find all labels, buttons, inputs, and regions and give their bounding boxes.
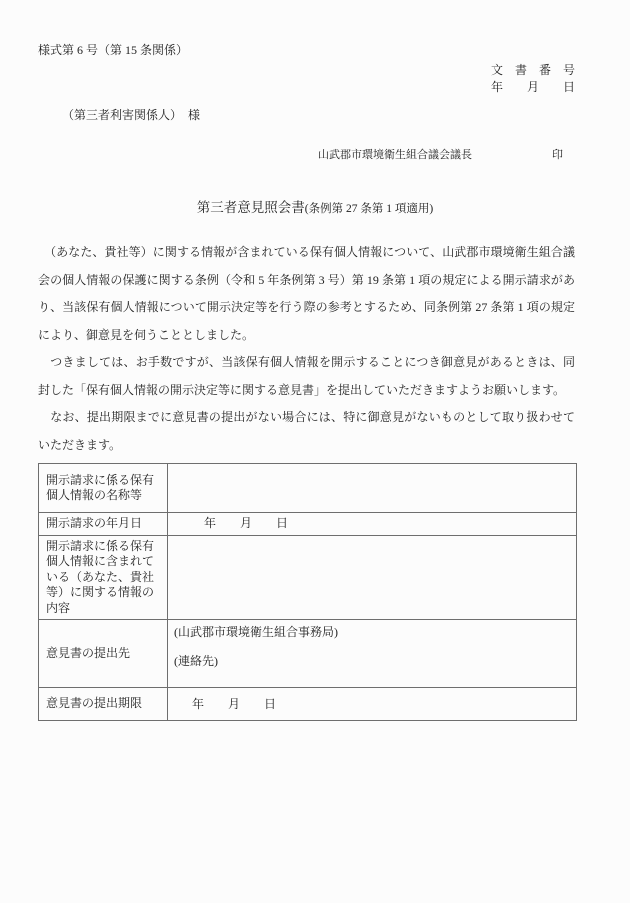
submission-address-office: (山武郡市環境衛生組合事務局): [174, 625, 338, 639]
table-row-submission-deadline: [39, 688, 577, 721]
value-info-content: [168, 535, 577, 620]
label-personal-info-name: 開示請求に係る保有個人情報の名称等: [39, 464, 168, 513]
paragraph-1: （あなた、貴社等）に関する情報が含まれている保有個人情報について、山武郡市環境衛生組合議会の個人情報の保護に関する条例（令和 5 年条例第 3 号）第 19 条第 1 項の規定による開示請求があり、当該保有個人情報について開示決定等を行う際の参考とするため、同条例第 27 条第 1 項の規定により、御意見を伺うこととしました。: [38, 245, 575, 342]
paragraph-2: つきましては、お手数ですが、当該保有個人情報を開示することにつき御意見があるときは、同封した「保有個人情報の開示決定等に関する意見書」を提出していただきますようお願いします。: [38, 355, 575, 397]
value-personal-info-name: [168, 464, 577, 513]
doc-number-block: [491, 62, 575, 95]
value-submission-deadline: 年 月 日: [168, 688, 577, 721]
table-row-request-date: [39, 513, 577, 536]
body-text: [38, 239, 575, 459]
paragraph-3: なお、提出期限までに意見書の提出がない場合には、特に御意見がないものとして取り扱わせていただきます。: [38, 410, 575, 452]
document-title: [0, 199, 630, 218]
document-title-sub: (条例第 27 条第 1 項適用): [304, 203, 434, 215]
value-submission-address: [168, 620, 577, 688]
form-number: 様式第 6 号（第 15 条関係）: [38, 43, 189, 57]
seal-mark: 印: [552, 149, 563, 161]
doc-number-line: 文 書 番 号: [490, 63, 575, 77]
table-row-submission-address: [39, 620, 577, 688]
label-submission-address: 意見書の提出先: [39, 620, 168, 688]
value-request-date: 年 月 日: [168, 513, 577, 536]
recipient-line: （第三者利害関係人） 様: [62, 108, 201, 122]
form-table: [38, 463, 577, 721]
label-request-date: 開示請求の年月日: [39, 513, 168, 536]
document-title-main: 第三者意見照会書: [196, 200, 305, 215]
sender-name: 山武郡市環境衛生組合議会議長: [318, 149, 472, 161]
label-submission-deadline: 意見書の提出期限: [39, 688, 168, 721]
label-info-content: 開示請求に係る保有個人情報に含まれている（あなた、貴社等）に関する情報の内容: [39, 535, 168, 620]
submission-address-contact: (連絡先): [174, 654, 218, 668]
sender-line: [318, 148, 563, 162]
table-row-personal-info-name: [39, 464, 577, 513]
doc-date-line: 年 月 日: [490, 79, 575, 94]
table-row-info-content: [39, 535, 577, 620]
